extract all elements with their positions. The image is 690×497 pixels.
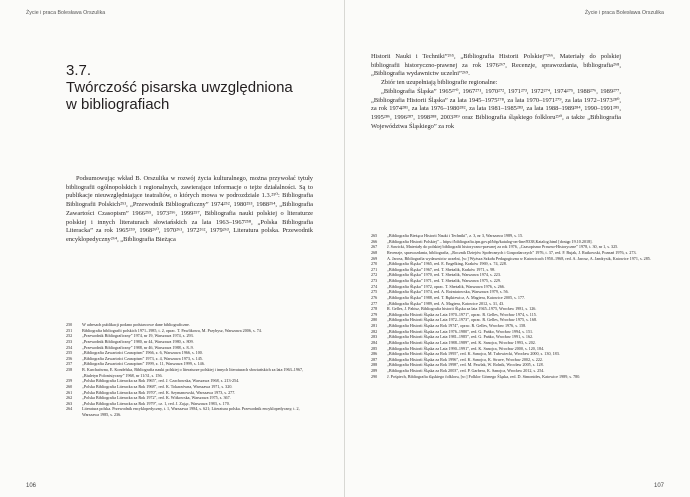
footnote-text: „Polska Bibliografia Literacka za Rok 1968”, red. K. Tokarzówna, Warszawa 1971, s. 320. bbox=[82, 383, 233, 389]
footnote-number: 276 bbox=[371, 294, 378, 300]
footnote-number: 271 bbox=[371, 266, 378, 272]
footnote-text: „Bibliografia Bieżąca Historii Nauki i Techniki”, z. 3, nr 3, Warszawa 1989, s. 15. bbox=[387, 233, 524, 238]
footnote-text: „Bibliografia Śląska” 1989, red. A. Magiera, Katowice 2012, s. 31, 43. bbox=[387, 300, 505, 306]
footnote-number: 281 bbox=[371, 323, 378, 328]
footnote-number: 266 bbox=[371, 238, 378, 244]
footnote-number: 284 bbox=[371, 339, 378, 345]
body-paragraph: „Bibliografia Śląska” 1965²⁷⁰, 1967²⁷¹, 1970²⁷², 1971²⁷³, 1972²⁷⁴, 1974²⁷⁵, 1988²⁷⁶, 1989²⁷⁷, „Bibliografia Historii Śląska” za lata 1945–1975²⁷⁸, za lata 1970–1971²⁷⁹, za lata 1972–1973²⁸⁰, za rok 1974²⁸¹, za lata 1976–1980²⁸², za lata 1981–1985²⁸³, za lata 1988–1989²⁸⁴, 1990–1991²⁸⁵, 1995²⁸⁶, 1996²⁸⁷, 1998²⁸⁸, 2003²⁸⁹ oraz Bibliografia śląskiego folkloru²⁹⁰, a także „Bibliografia Województwa Śląskiego” za rok bbox=[371, 87, 621, 130]
footnote-number: 283 bbox=[371, 334, 378, 340]
footnote-text: Bibliografia bibliografii polskich 1971–1985, t. 2, oprac. T. Pawlikowa, M. Przybysz, Warszawa 2006, s. 74. bbox=[82, 327, 262, 333]
footnote-text: „Przewodnik Bibliograficzny” 1980, nr 44, Warszawa 1980, s. 809. bbox=[82, 338, 194, 344]
footnote-number: 262 bbox=[66, 395, 73, 401]
footnote-text: „Bibliografia Historii Śląska za Rok 1995”, red. K. Sanojca, M. Tułowiecki, Wrocław 2000, s. 130, 183. bbox=[387, 351, 560, 357]
footnote-text: „Bibliografia Śląska” 1972, oprac. T. Sheżalik, Warszawa 1976, s. 266. bbox=[387, 283, 505, 289]
footnote-number: 289 bbox=[371, 368, 378, 373]
footnote-number: 253 bbox=[66, 338, 73, 344]
footnote-text: „Polska Bibliografia Literacka za Rok 1970”, red. K. Szymanowski, Warszawa 1973, s. 277. bbox=[82, 389, 236, 395]
right-page bbox=[345, 0, 690, 497]
footnote-number: 257 bbox=[66, 361, 73, 367]
footnote-text: R. Gelles, J. Pabisz, Bibliografia historii Śląska za lata 1945–1975, Wrocław 1981, s. 126. bbox=[387, 306, 537, 312]
page-number: 107 bbox=[653, 483, 664, 489]
footnote-text: „Bibliografia Historii Śląska za Lata 1972–1973”, oprac. R. Gelles, Wrocław 1975, s. 168. bbox=[387, 317, 538, 323]
footnote-text: B. Karchaówna, E. Kondelska, Bibliografia nauki polskiej o literaturze polskiej i innych literaturach słowiańskich za lata 1963–1967, „Biuletyn Polonistyczny” 1968, nr 11/31, s. 156. bbox=[82, 367, 304, 378]
footnote-number: 279 bbox=[371, 311, 378, 317]
footnote-text: „Bibliografia Śląska” 1970, red. T. Sheżalik, Warszawa 1974, s. 223. bbox=[387, 272, 501, 278]
footnote-text: „Bibliografia Śląska” 1974, red. A. Rożniatowska, Warszawa 1979, s. 56. bbox=[387, 289, 509, 295]
footnote-number: 275 bbox=[371, 289, 378, 295]
footnote-text: „Przewodnik Bibliograficzny” 1974, nr 19, Warszawa 1974, s. 293. bbox=[82, 333, 194, 339]
footnote-text: „Bibliografia Zawartości Czasopism” 1999, z. 11, Warszawa 1999, s. 146. bbox=[82, 361, 205, 367]
footnote-number: 254 bbox=[66, 344, 73, 350]
footnote-text: „Bibliografia Zawartości Czasopism” 1973, z. 4, Warszawa 1973, s. 145. bbox=[82, 355, 203, 361]
footnote-text: W adresach publikacji podano podstawowe dane bibliograficzne. bbox=[82, 322, 190, 327]
footnote-text: „Bibliografia Historii Śląska za Lata 1988–1989”, red. K. Sanojca, Wrocław 1993, s. 202. bbox=[387, 339, 536, 345]
footnote-text: „Bibliografia Historii Śląska za Lata 1990–1991”, red. K. Sanojca, Wrocław 2000, s. 120, 184. bbox=[387, 345, 545, 351]
body-text bbox=[66, 175, 313, 245]
body-paragraph: Podsumowując wkład B. Orszulika w rozwój życia kulturalnego, można przywołać tytuły bibliografii ogólnopolskich i regionalnych, zawierające informacje o tejże działalności. Są to publikacje nieuwzględniające teatraliów, o których mowa w podrozdziale 1.3.²⁵⁰: Bibliografia Bibliografii Polskich²⁵¹, „Przewodnik Bibliograficzny” 1974²⁵², 1980²⁵³, 1988²⁵⁴, „Bibliografia Zawartości Czasopism” 1966²⁵⁵, 1973²⁵⁶, 1999²⁵⁷, Bibliografia nauki polskiej o literaturze polskiej i innych literaturach słowiańskich za lata 1963–1967²⁵⁸, „Polska Bibliografia Literacka” za rok 1965²⁵⁹, 1968²⁶⁰, 1970²⁶¹, 1972²⁶², 1979²⁶³, Literatura polska. Przewodnik encyklopedyczny²⁶⁴, „Bibliografia Bieżąca bbox=[66, 175, 313, 243]
footnote-number: 285 bbox=[371, 345, 378, 351]
footnote-number: 278 bbox=[371, 306, 378, 312]
footnote-text: Recenzje, sprawozdania, bibliografia, „Rocznik Dziejów Społecznych i Gospodarczych” 1976, t. 37, red. F. Bujak, J. Rutkowski, Poznań 1976, s. 273. bbox=[387, 249, 637, 255]
chapter-number: 3.7. bbox=[66, 62, 92, 79]
body-paragraph: Zbiór ten uzupełniają bibliografie regionalne: bbox=[381, 79, 498, 87]
footnote-text: „Polska Bibliografia Literacka za Rok 1972”, red. K. Witkowska, Warszawa 1975, s. 367. bbox=[82, 395, 231, 401]
footnote-text: „Bibliografia Historii Śląska za Rok 2003”, red. P. Garbera, K. Sanojca, Wrocław 2012, s. 254. bbox=[387, 368, 545, 373]
footnote-number: 270 bbox=[371, 261, 378, 267]
chapter-title-line-2: w bibliografiach bbox=[66, 96, 170, 113]
footnote-number: 269 bbox=[371, 255, 378, 261]
footnote-text: Literatura polska. Przewodnik encyklopedyczny, t. 1, Warszawa 1984, s. 621; Literatura polska. Przewodnik encyklopedyczny, t. 2, Warszawa 1985, s. 236. bbox=[82, 406, 300, 417]
footnote-text: „Polska Bibliografia Literacka za Rok 1965”, red. J. Czachowska, Warszawa 1968, s. 213-254. bbox=[82, 378, 240, 384]
page-number: 106 bbox=[26, 483, 37, 489]
footnote-number: 280 bbox=[371, 317, 378, 323]
footnote-number: 282 bbox=[371, 328, 378, 334]
footnote-number: 263 bbox=[66, 400, 73, 406]
footnote-text: „Bibliografia Historii Śląska za Lata 1976–1980”, red. G. Pańko, Wrocław 1994, s. 151. bbox=[387, 328, 534, 334]
footnote-text: „Bibliografia Zawartości Czasopism” 1966, z. 6, Warszawa 1966, s. 100. bbox=[82, 350, 203, 356]
footnote-number: 288 bbox=[371, 362, 378, 368]
footnote-number: 251 bbox=[66, 327, 73, 333]
footnote-number: 277 bbox=[371, 300, 378, 306]
footnote-number: 267 bbox=[371, 244, 378, 250]
footnote-text: „Bibliografia Historii Śląska za Lata 1981–1985”, red. G. Pańko, Wrocław 1991, s. 162. bbox=[387, 334, 534, 340]
footnote-text: „Polska Bibliografia Literacka za Rok 1979”, cz. 1, red. J. Zając, Warszawa 1983, s. 170. bbox=[82, 400, 230, 406]
footnote bbox=[66, 406, 316, 417]
footnote-text: „Bibliografia Historii Śląska za Rok 1974”, oprac. R. Gelles, Wrocław 1976, s. 158. bbox=[387, 323, 527, 328]
footnote-text: „Bibliografia Historii Polskiej” – https://bibliografia.ipn.gov.pl/bhp/katalog-on-line/8338,Katalog.html [dostęp 19.10.2018]. bbox=[387, 238, 593, 244]
footnote-number: 272 bbox=[371, 272, 378, 278]
footnote-number: 250 bbox=[66, 322, 73, 327]
footnote-text: „Bibliografia Śląska” 1967, red. T. Sheżalik, Kraków 1971, s. 98. bbox=[387, 266, 496, 272]
footnote-number: 252 bbox=[66, 333, 73, 339]
running-head: Życie i praca Bolesława Orszulika bbox=[26, 10, 106, 16]
footnote-text: J. Pośpiech, Bibliografia śląskiego folkloru, [w:] Folklor Górnego Śląska, red. D. Simonides, Katowice 1989, s. 780. bbox=[387, 373, 581, 379]
footnote-number: 286 bbox=[371, 351, 378, 357]
footnote-number: 258 bbox=[66, 367, 73, 372]
footnote-number: 268 bbox=[371, 249, 378, 255]
footnote-text: „Bibliografia Historii Śląska za Rok 1998”, red. M. Pawlak, W. Rolnik, Wrocław 2005, s. 128. bbox=[387, 362, 544, 368]
footnote-number: 260 bbox=[66, 383, 73, 389]
footnote-text: „Bibliografia Historii Śląska za Lata 1970–1971”, oprac. R. Gelles, Wrocław 1974, s. 115. bbox=[387, 311, 537, 317]
footnote-text: „Przewodnik Bibliograficzny” 1988, nr 46, Warszawa 1988, s. 8–9. bbox=[82, 344, 194, 350]
footnote-number: 259 bbox=[66, 378, 73, 384]
footnotes bbox=[371, 233, 667, 379]
footnote-number: 265 bbox=[371, 233, 378, 238]
footnote bbox=[66, 367, 316, 378]
running-head: Życie i praca Bolesława Orszulika bbox=[584, 10, 664, 16]
body-paragraph: Historii Nauki i Techniki”²⁶⁵, „Bibliografia Historii Polskiej”²⁶⁶, Materiały do polskiej bibliografii historyczno-prawnej za rok 1976²⁶⁷, Recenzje, sprawozdania, bibliografia²⁶⁸, „Bibliografia wydawnictw uczelni”²⁶⁹. bbox=[371, 53, 621, 78]
footnote-number: 290 bbox=[371, 373, 378, 379]
footnote-text: J. Sawicki, Materiały do polskiej bibliografii historyczno-prawnej za rok 1976, „Czasopismo Prawno-Historyczne” 1978, t. 30, nr 1, s. 325. bbox=[387, 244, 619, 250]
chapter-heading bbox=[66, 62, 306, 113]
footnote-number: 274 bbox=[371, 283, 378, 289]
footnote-text: „Bibliografia Historii Śląska za Rok 1996”, red. K. Sanojca, K. Struve, Wrocław 2002, s. 222. bbox=[387, 356, 544, 362]
footnote-number: 261 bbox=[66, 389, 73, 395]
footnote-number: 255 bbox=[66, 350, 73, 356]
footnote-text: „Bibliografia Śląska” 1965, red. E. Engelking, Kraków 1969, s. 74, 228. bbox=[387, 261, 507, 267]
footnote-number: 256 bbox=[66, 355, 73, 361]
footnote-text: „Bibliografia Śląska” 1971, red. T. Sheżalik, Warszawa 1975, s. 229. bbox=[387, 278, 501, 283]
body-text bbox=[371, 53, 621, 131]
footnote-number: 287 bbox=[371, 356, 378, 362]
footnote-number: 264 bbox=[66, 406, 73, 412]
footnote-text: A. Jarosz, Bibliografia wydawnictw uczelni, [w:] Wyższa Szkoła Pedagogiczna w Katowicach 1950–1968, red. A. Jarosz, A. Jandrysik, Katowice 1971, s. 285. bbox=[387, 255, 651, 261]
footnote bbox=[371, 374, 667, 380]
chapter-title-line-1: Twórczość pisarska uwzględniona bbox=[66, 79, 293, 96]
footnotes bbox=[66, 322, 316, 418]
footnote-number: 273 bbox=[371, 278, 378, 283]
footnote-text: „Bibliografia Śląska” 1988, red. T. Bętkiewicz, A. Magiera, Katowice 2005, s. 177. bbox=[387, 294, 526, 300]
